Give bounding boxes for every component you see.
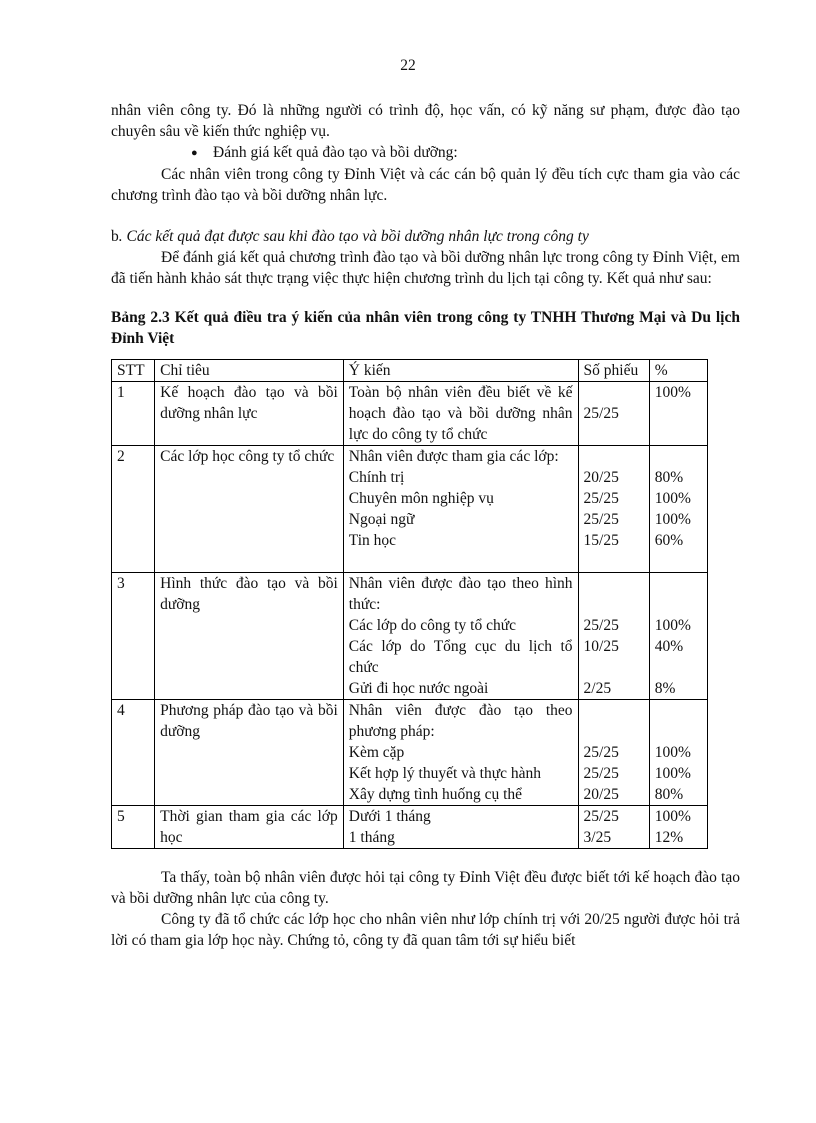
header-votes: Số phiếu: [578, 360, 649, 382]
header-criteria: Chỉ tiêu: [155, 360, 344, 382]
cell-opinion: Dưới 1 tháng 1 tháng: [343, 806, 578, 849]
bullet-item: [191, 142, 740, 164]
cell-percent: 100% 100% 80%: [649, 700, 707, 806]
bullet-text: Đánh giá kết quả đào tạo và bồi dưỡng:: [213, 144, 458, 161]
table-row: [112, 573, 708, 700]
cell-opinion: Nhân viên được đào tạo theo phương pháp: Kèm cặp Kết hợp lý thuyết và thực hành Xây dựng tình huống cụ thể: [343, 700, 578, 806]
cell-percent: 100% 12%: [649, 806, 707, 849]
cell-stt: 1: [112, 382, 155, 446]
cell-stt: 5: [112, 806, 155, 849]
cell-criteria: Thời gian tham gia các lớp học: [155, 806, 344, 849]
cell-criteria: Phương pháp đào tạo và bồi dưỡng: [155, 700, 344, 806]
cell-votes: 25/25: [578, 382, 649, 446]
paragraph-5: Công ty đã tổ chức các lớp học cho nhân viên như lớp chính trị với 20/25 người được hỏi trả lời có tham gia lớp học này. Chứng tỏ, công ty đã quan tâm tới sự hiểu biết: [111, 911, 740, 949]
cell-percent: 80% 100% 100% 60%: [649, 446, 707, 573]
section-prefix: b: [111, 228, 119, 245]
cell-votes: 25/25 3/25: [578, 806, 649, 849]
page-content: [111, 100, 740, 951]
table-row: [112, 700, 708, 806]
cell-stt: 4: [112, 700, 155, 806]
header-stt: STT: [112, 360, 155, 382]
cell-votes: 25/25 10/25 2/25: [578, 573, 649, 700]
table-row: [112, 446, 708, 573]
cell-stt: 3: [112, 573, 155, 700]
cell-criteria: Hình thức đào tạo và bồi dưỡng: [155, 573, 344, 700]
cell-opinion: Nhân viên được tham gia các lớp: Chính trị Chuyên môn nghiệp vụ Ngoại ngữ Tin học: [343, 446, 578, 573]
paragraph-2: Các nhân viên trong công ty Đỉnh Việt và các cán bộ quản lý đều tích cực tham gia vào các chương trình đào tạo và bồi dưỡng nhân lực.: [111, 166, 740, 204]
cell-percent: 100%: [649, 382, 707, 446]
cell-votes: 25/25 25/25 20/25: [578, 700, 649, 806]
cell-percent: 100% 40% 8%: [649, 573, 707, 700]
paragraph-4: Ta thấy, toàn bộ nhân viên được hỏi tại công ty Đỉnh Việt đều được biết tới kế hoạch đào tạo và bồi dưỡng nhân lực của công ty.: [111, 869, 740, 907]
page-number: 22: [400, 57, 416, 74]
table-row: [112, 382, 708, 446]
cell-criteria: Các lớp học công ty tổ chức: [155, 446, 344, 573]
bullet-icon: ●: [191, 147, 198, 159]
header-opinion: Ý kiến: [343, 360, 578, 382]
header-percent: %: [649, 360, 707, 382]
cell-votes: 20/25 25/25 25/25 15/25: [578, 446, 649, 573]
table-caption: Bảng 2.3 Kết quả điều tra ý kiến của nhân viên trong công ty TNHH Thương Mại và Du lịch Đỉnh Việt: [111, 309, 740, 347]
table-header-row: [112, 360, 708, 382]
section-heading: [111, 226, 740, 247]
cell-opinion: Nhân viên được đào tạo theo hình thức: Các lớp do công ty tổ chức Các lớp do Tổng cục du lịch tổ chức Gửi đi học nước ngoài: [343, 573, 578, 700]
table-row: [112, 806, 708, 849]
paragraph-1: nhân viên công ty. Đó là những người có trình độ, học vấn, có kỹ năng sư phạm, được đào tạo chuyên sâu về kiến thức nghiệp vụ.: [111, 102, 740, 140]
survey-table: [111, 359, 708, 849]
section-title: . Các kết quả đạt được sau khi đào tạo và bồi dưỡng nhân lực trong công ty: [118, 228, 589, 245]
paragraph-3: Để đánh giá kết quả chương trình đào tạo và bồi dưỡng nhân lực trong công ty Đỉnh Việt, em đã tiến hành khảo sát thực trạng việc thực hiện chương trình du lịch tại công ty. Kết quả như sau:: [111, 249, 740, 287]
cell-criteria: Kế hoạch đào tạo và bồi dưỡng nhân lực: [155, 382, 344, 446]
cell-opinion: Toàn bộ nhân viên đều biết về kế hoạch đào tạo và bồi dưỡng nhân lực do công ty tổ chức: [343, 382, 578, 446]
cell-stt: 2: [112, 446, 155, 573]
